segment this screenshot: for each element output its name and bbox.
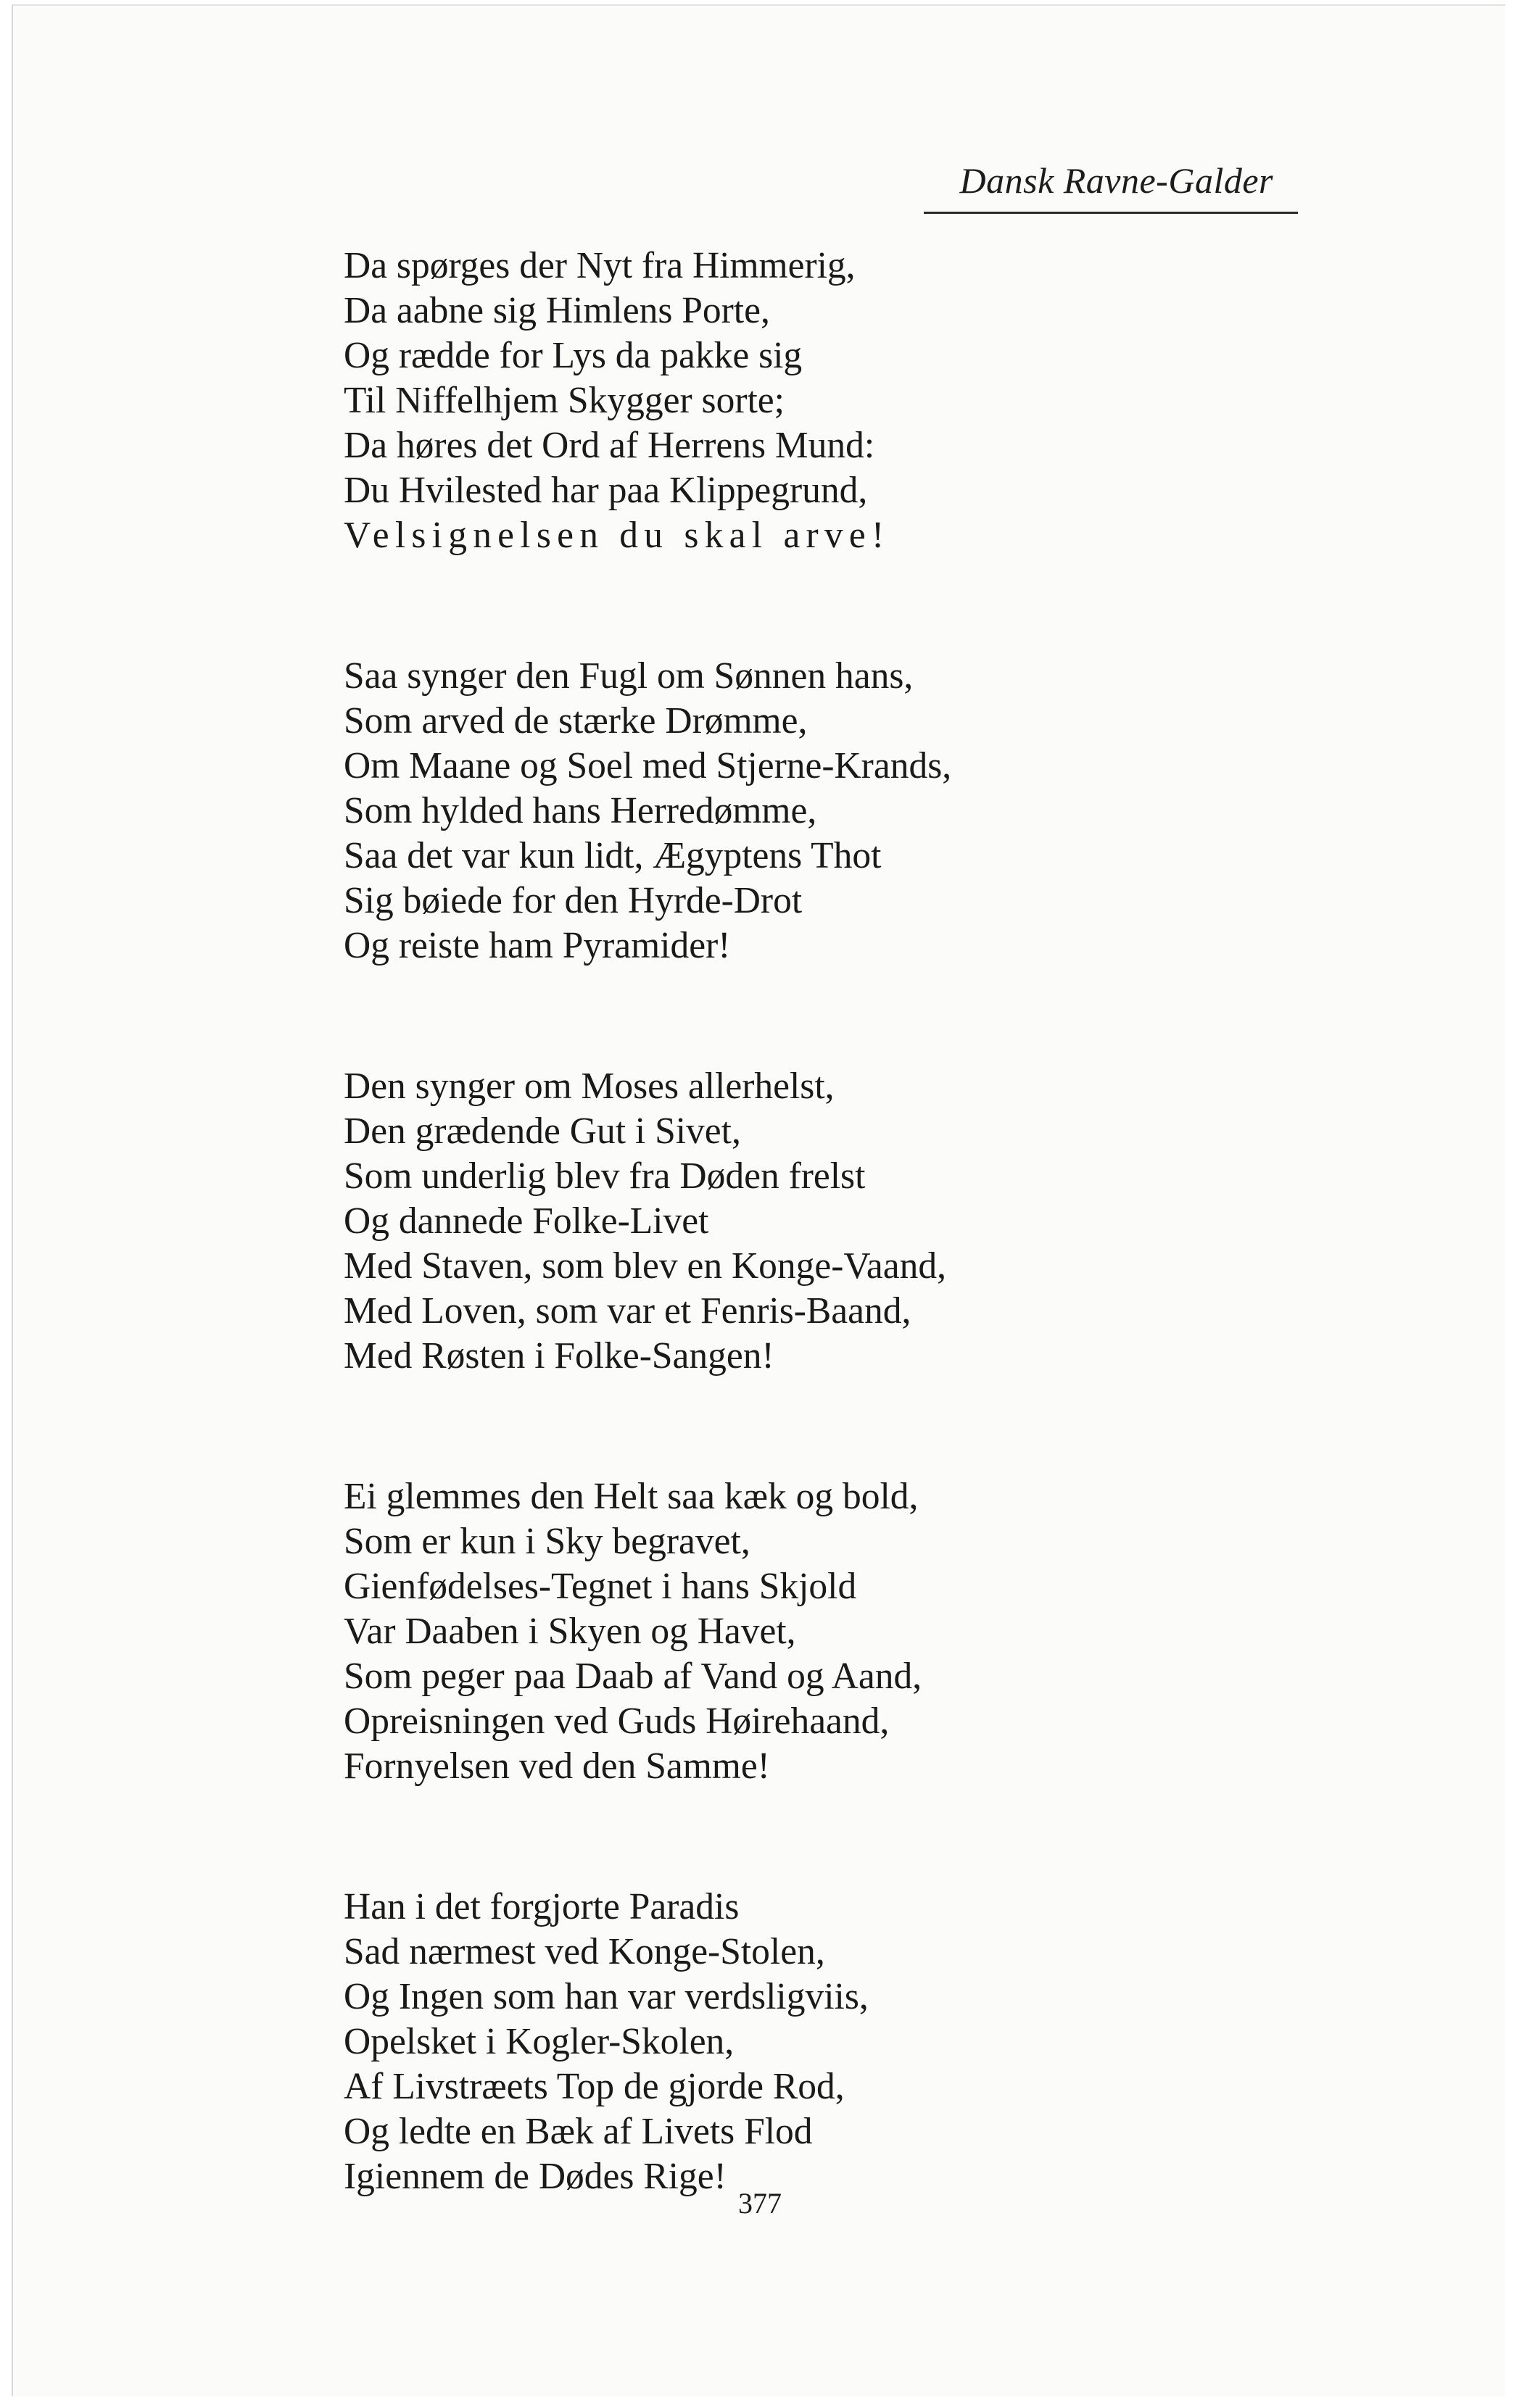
stanza-1 (344, 244, 1359, 558)
stanza-3 (344, 1064, 1359, 1379)
poem-line: Han i det forgjorte Paradis (344, 1886, 740, 1927)
poem-line: Sig bøiede for den Hyrde-Drot (344, 880, 803, 921)
poem-line: Og ledte en Bæk af Livets Flod (344, 2111, 813, 2152)
poem-line: Og rædde for Lys da pakke sig (344, 335, 803, 376)
poem-line: Som arved de stærke Drømme, (344, 700, 808, 742)
poem-line: Var Daaben i Skyen og Havet, (344, 1611, 796, 1652)
poem-line: Som peger paa Daab af Vand og Aand, (344, 1656, 922, 1697)
stanza-5 (344, 1885, 1359, 2199)
poem-line: Og reiste ham Pyramider! (344, 925, 731, 966)
poem-line: Velsignelsen du skal arve! (344, 515, 890, 556)
poem-line: Og Ingen som han var verdsligviis, (344, 1976, 869, 2017)
poem (344, 244, 1359, 2295)
header-rule (924, 212, 1298, 214)
poem-line: Saa det var kun lidt, Ægyptens Thot (344, 835, 882, 876)
poem-line: Da aabne sig Himlens Porte, (344, 290, 770, 331)
poem-line: Ei glemmes den Helt saa kæk og bold, (344, 1476, 919, 1517)
poem-line: Med Loven, som var et Fenris-Baand, (344, 1290, 911, 1332)
poem-line: Som er kun i Sky begravet, (344, 1521, 750, 1562)
stanza-2 (344, 654, 1359, 968)
poem-line: Til Niffelhjem Skygger sorte; (344, 380, 785, 421)
running-head: Dansk Ravne-Galder (959, 160, 1273, 201)
poem-line: Om Maane og Soel med Stjerne-Krands, (344, 745, 952, 786)
poem-line: Med Røsten i Folke-Sangen! (344, 1335, 774, 1377)
poem-line: Som hylded hans Herredømme, (344, 790, 817, 831)
book-page (12, 4, 1505, 2396)
poem-line: Som underlig blev fra Døden frelst (344, 1155, 866, 1197)
poem-line: Da spørges der Nyt fra Himmerig, (344, 245, 856, 286)
poem-line: Den grædende Gut i Sivet, (344, 1110, 741, 1152)
poem-line: Gienfødelses-Tegnet i hans Skjold (344, 1566, 857, 1607)
poem-line: Af Livstræets Top de gjorde Rod, (344, 2066, 845, 2107)
poem-line: Sad nærmest ved Konge-Stolen, (344, 1931, 825, 1972)
poem-line: Fornyelsen ved den Samme! (344, 1745, 770, 1787)
poem-line: Med Staven, som blev en Konge-Vaand, (344, 1245, 946, 1287)
stanza-4 (344, 1474, 1359, 1789)
poem-line: Saa synger den Fugl om Sønnen hans, (344, 655, 914, 697)
poem-line: Opreisningen ved Guds Høirehaand, (344, 1701, 890, 1742)
poem-line: Den synger om Moses allerhelst, (344, 1066, 835, 1107)
poem-line: Da høres det Ord af Herrens Mund: (344, 425, 875, 466)
poem-line: Opelsket i Kogler-Skolen, (344, 2021, 735, 2062)
poem-line: Igiennem de Dødes Rige! (344, 2156, 727, 2197)
poem-line: Og dannede Folke-Livet (344, 1200, 709, 1242)
poem-line: Du Hvilested har paa Klippegrund, (344, 470, 868, 511)
page-number: 377 (738, 2187, 782, 2220)
